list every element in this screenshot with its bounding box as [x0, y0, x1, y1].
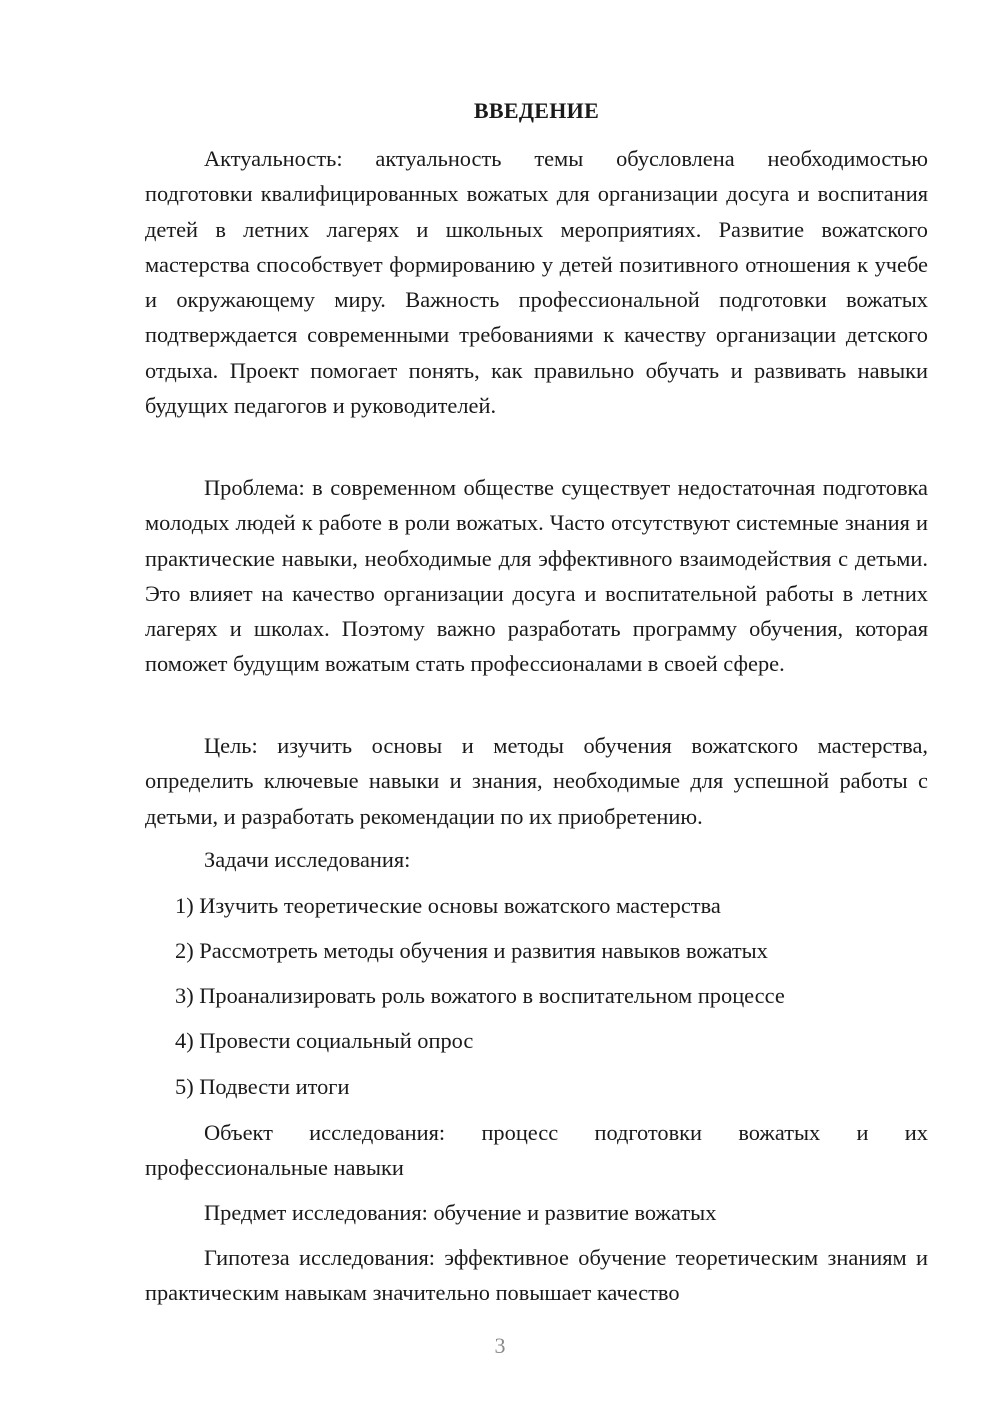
page-number: 3 [494, 1333, 506, 1358]
hypothesis-paragraph: Гипотеза исследования: эффективное обучение теоретическим знаниям и практическим навыкам значительно повышает качество [145, 1245, 928, 1306]
task-item: 5) Подвести итоги [175, 1074, 350, 1099]
subject-paragraph: Предмет исследования: обучение и развитие вожатых [204, 1200, 717, 1225]
task-item: 3) Проанализировать роль вожатого в воспитательном процессе [175, 983, 785, 1008]
task-item: 4) Провести социальный опрос [175, 1028, 474, 1053]
task-item: 1) Изучить теоретические основы вожатского мастерства [175, 893, 721, 918]
relevance-paragraph: Актуальность: актуальность темы обусловлена необходимостью подготовки квалифицированных вожатых для организации досуга и воспитания детей в летних лагерях и школьных мероприятиях. Развитие вожатского мастерства способствует формированию у детей позитивного отношения к учебе и окружающему миру. Важность профессиональной подготовки вожатых подтверждается современными требованиями к качеству организации детского отдыха. Проект помогает понять, как правильно обучать и развивать навыки будущих педагогов и руководителей. [145, 146, 928, 419]
task-item: 2) Рассмотреть методы обучения и развития навыков вожатых [175, 938, 768, 963]
object-paragraph: Объект исследования: процесс подготовки вожатых и их профессиональные навыки [145, 1120, 928, 1181]
section-heading: ВВЕДЕНИЕ [473, 98, 600, 123]
tasks-title: Задачи исследования: [204, 847, 411, 872]
problem-paragraph: Проблема: в современном обществе существует недостаточная подготовка молодых людей к работе в роли вожатых. Часто отсутствуют системные знания и практические навыки, необходимые для эффективного взаимодействия с детьми. Это влияет на качество организации досуга и воспитательной работы в летних лагерях и школах. Поэтому важно разработать программу обучения, которая поможет будущим вожатым стать профессионалами в своей сфере. [145, 475, 928, 677]
goal-paragraph: Цель: изучить основы и методы обучения вожатского мастерства, определить ключевые навыки и знания, необходимые для успешной работы с детьми, и разработать рекомендации по их приобретению. [145, 733, 928, 829]
